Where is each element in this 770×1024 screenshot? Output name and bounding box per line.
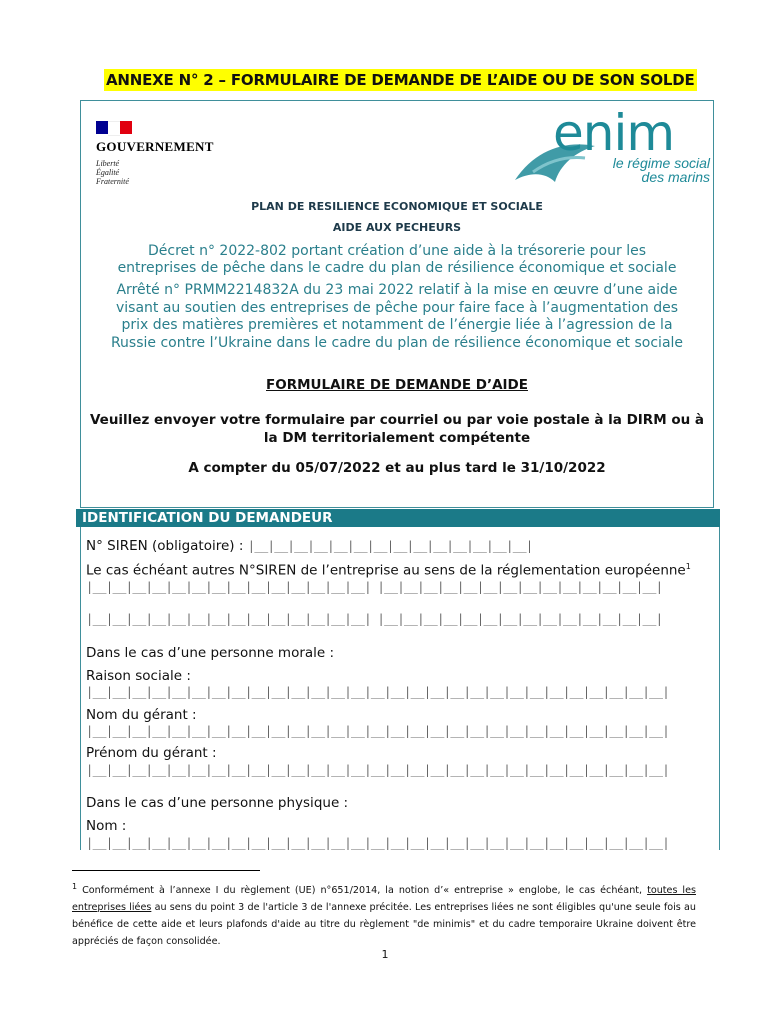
gouvernement-logo: [96, 121, 236, 191]
enim-wordmark: enim: [553, 104, 675, 162]
prenom-gerant-label: Prénom du gérant :: [86, 745, 217, 761]
enim-subtitle: [595, 156, 710, 184]
footnote-rule: [72, 870, 260, 871]
siren-row: [86, 538, 533, 554]
gouvernement-label: GOUVERNEMENT: [96, 139, 214, 154]
siren-input[interactable]: |__|__|__|__|__|__|__|__|__|__|__|__|__|__|: [247, 539, 533, 553]
motto-fraternite: Fraternité: [96, 177, 129, 186]
identification-header: IDENTIFICATION DU DEMANDEUR: [76, 509, 720, 527]
decret-text: Décret n° 2022-802 portant création d’une aide à la trésorerie pour les entreprises de pêche dans le cadre du plan de résilience économique et sociale: [117, 243, 677, 276]
raison-sociale-input[interactable]: |__|__|__|__|__|__|__|__|__|__|__|__|__|__|__|__|__|__|__|__|__|__|__|__|__|__|__|__|__|: [86, 685, 669, 699]
footnote: [72, 878, 696, 950]
nom-label: Nom :: [86, 818, 127, 834]
footnote-text-1: Conformément à l’annexe I du règlement (UE) n°651/2014, la notion d’« entreprise » englobe, le cas échéant,: [82, 885, 643, 897]
enim-subtitle-2: des marins: [641, 169, 710, 185]
other-siren-input-2[interactable]: |__|__|__|__|__|__|__|__|__|__|__|__|__|__| |__|__|__|__|__|__|__|__|__|__|__|__|__|__|: [86, 612, 663, 626]
nom-input[interactable]: |__|__|__|__|__|__|__|__|__|__|__|__|__|__|__|__|__|__|__|__|__|__|__|__|__|__|__|__|__|: [86, 836, 669, 850]
raison-sociale-label: Raison sociale :: [86, 668, 191, 684]
annex-title: ANNEXE N° 2 – FORMULAIRE DE DEMANDE DE L’AIDE OU DE SON SOLDE: [106, 71, 695, 89]
nom-gerant-label: Nom du gérant :: [86, 707, 197, 723]
footnote-ref: 1: [685, 562, 691, 571]
other-siren-input-1[interactable]: |__|__|__|__|__|__|__|__|__|__|__|__|__|__| |__|__|__|__|__|__|__|__|__|__|__|__|__|__|: [86, 580, 663, 594]
form-title: FORMULAIRE DE DEMANDE D’AIDE: [266, 377, 528, 393]
motto-liberte: Liberté: [96, 159, 120, 168]
personne-morale-label: Dans le cas d’une personne morale :: [86, 645, 335, 661]
form-instructions: Veuillez envoyer votre formulaire par courriel ou par voie postale à la DIRM ou à la DM territorialement compétente: [89, 412, 705, 446]
arrete-text: Arrêté n° PRMM2214832A du 23 mai 2022 relatif à la mise en œuvre d’une aide visant au soutien des entreprises de pêche pour faire face à l’augmentation des prix des matières premières et notamment de l’énergie liée à l’agression de la Russie contre l’Ukraine dans le cadre du plan de résilience économique et sociale: [110, 282, 684, 351]
motto: [96, 159, 236, 186]
aide-heading: AIDE AUX PECHEURS: [332, 221, 462, 234]
siren-label: N° SIREN (obligatoire) :: [86, 538, 244, 554]
other-siren-row: [86, 562, 691, 579]
motto-egalite: Égalité: [96, 168, 120, 177]
plan-heading: PLAN DE RESILIENCE ECONOMIQUE ET SOCIALE: [251, 200, 543, 213]
page-number: 1: [381, 948, 389, 961]
footnote-text-2: au sens du point 3 de l'article 3 de l'annexe précitée. Les entreprises liées ne sont éligibles qu'une seule fois au bénéfice de cette aide et leurs plafonds d'aide au titre du règlement "de minimis" et du cadre temporaire Ukraine doivent être appréciés de façon consolidée.: [72, 902, 696, 948]
enim-subtitle-1: le régime social: [612, 155, 710, 171]
nom-gerant-input[interactable]: |__|__|__|__|__|__|__|__|__|__|__|__|__|__|__|__|__|__|__|__|__|__|__|__|__|__|__|__|__|: [86, 724, 669, 738]
prenom-gerant-input[interactable]: |__|__|__|__|__|__|__|__|__|__|__|__|__|__|__|__|__|__|__|__|__|__|__|__|__|__|__|__|__|: [86, 763, 669, 777]
enim-logo: [505, 104, 715, 194]
footnote-underlined: toutes les entreprises liées: [72, 885, 696, 914]
footnote-number: 1: [72, 882, 78, 891]
other-siren-label: Le cas échéant autres N°SIREN de l’entreprise au sens de la réglementation européenne: [86, 562, 686, 579]
form-dates: A compter du 05/07/2022 et au plus tard le 31/10/2022: [188, 460, 606, 476]
personne-physique-label: Dans le cas d’une personne physique :: [86, 795, 349, 811]
marianne-flag-icon: [96, 121, 132, 134]
